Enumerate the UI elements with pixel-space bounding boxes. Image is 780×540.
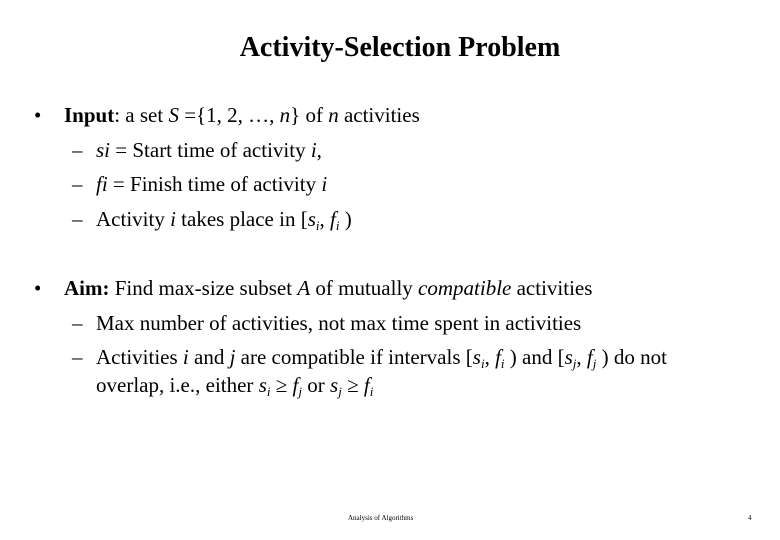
aim-line: Aim: Find max-size subset A of mutually compatible activities — [64, 276, 593, 300]
dash-max: – — [72, 311, 83, 335]
dash-compatible: – — [72, 345, 83, 369]
page-number: 4 — [748, 514, 752, 522]
slide-title: Activity-Selection Problem — [239, 32, 561, 63]
dash-si: – — [72, 138, 83, 162]
input-sub-si: si = Start time of activity i, — [96, 138, 322, 162]
aim-sub-max: Max number of activities, not max time spent in activities — [96, 311, 582, 335]
aim-sub-compatible-1: Activities i and j are compatible if intervals [$s_i$, $f_i$ ) and [$s_j$, $f_j$ ) do not — [96, 345, 667, 371]
aim-label: Aim: — [64, 276, 110, 300]
input-sub-interval: Activity i takes place in [$s_i$, $f_i$ ) — [96, 207, 352, 233]
bullet-aim: • — [34, 276, 42, 300]
aim-sub-compatible-2: overlap, i.e., either $s_i \ge f_j$ or $s_j \ge f_i$ — [96, 373, 374, 399]
dash-fi: – — [72, 172, 83, 196]
dash-interval: – — [72, 207, 83, 231]
bullet-input: • — [34, 103, 42, 127]
input-label: Input — [64, 103, 115, 127]
slide-footer: Analysis of Algorithms — [348, 514, 414, 522]
input-sub-fi: fi = Finish time of activity i — [96, 172, 328, 196]
input-line: Input: a set S ={1, 2, …, n} of n activities — [64, 103, 420, 127]
